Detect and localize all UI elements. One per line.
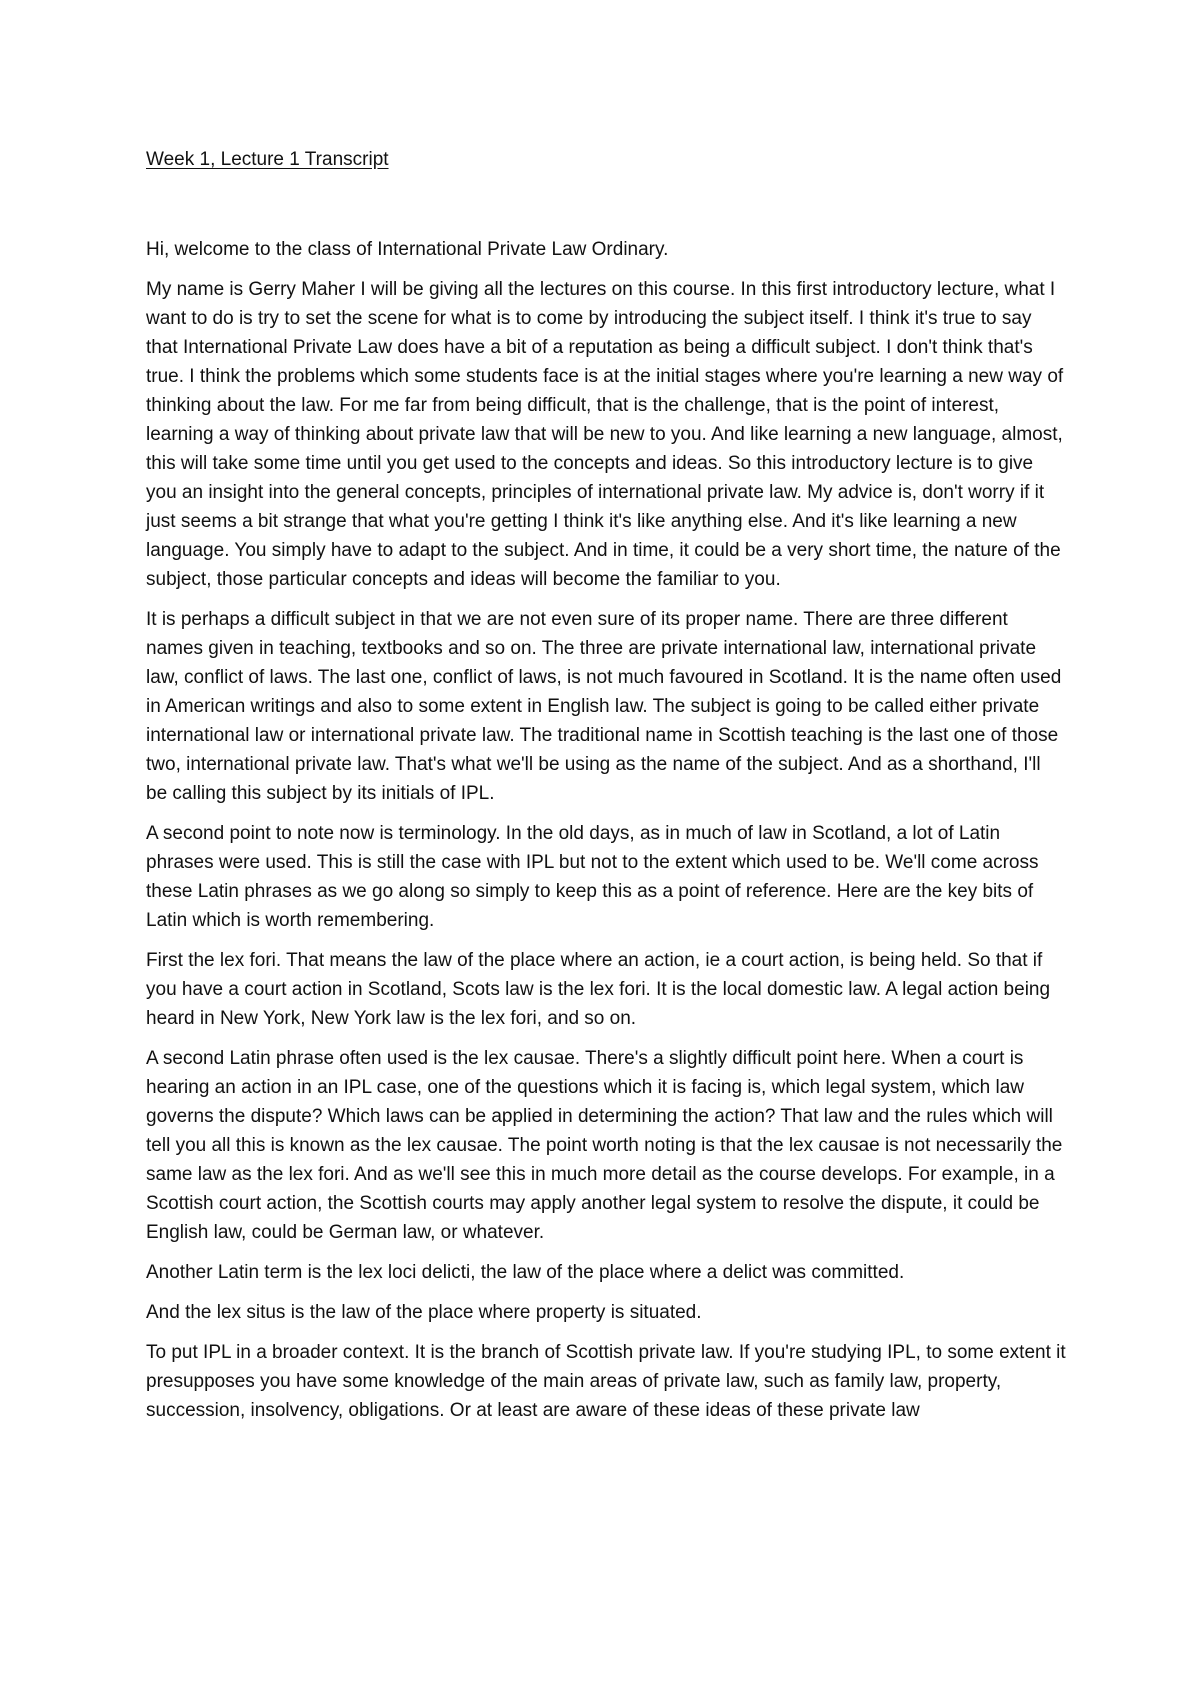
paragraph-lex-loci-delicti: Another Latin term is the lex loci delicti, the law of the place where a delict was committed. [146,1262,905,1283]
paragraph-welcome: Hi, welcome to the class of International Private Law Ordinary. [146,239,669,260]
paragraph-broader-context: To put IPL in a broader context. It is the branch of Scottish private law. If you're studying IPL, to some extent it presupposes you have some knowledge of the main areas of private law, such as family law, property, succession, insolvency, obligations. Or at least are aware of these ideas of these private law [146,1342,1066,1421]
document-body [146,148,1066,1436]
paragraph-subject-name: It is perhaps a difficult subject in that we are not even sure of its proper name. There are three different names given in teaching, textbooks and so on. The three are private international law, international private law, conflict of laws. The last one, conflict of laws, is not much favoured in Scotland. It is the name often used in American writings and also to some extent in English law. The subject is going to be called either private international law or international private law. The traditional name in Scottish teaching is the last one of those two, international private law. That's what we'll be using as the name of the subject. And as a shorthand, I'll be calling this subject by its initials of IPL. [146,609,1062,804]
paragraph-introduction: My name is Gerry Maher I will be giving all the lectures on this course. In this first introductory lecture, what I want to do is try to set the scene for what is to come by introducing the subject itself. I think it's true to say that International Private Law does have a bit of a reputation as being a difficult subject. I don't think that's true. I think the problems which some students face is at the initial stages where you're learning a new way of thinking about the law. For me far from being difficult, that is the challenge, that is the point of interest, learning a way of thinking about private law that will be new to you. And like learning a new language, almost, this will take some time until you get used to the concepts and ideas. So this introductory lecture is to give you an insight into the general concepts, principles of international private law. My advice is, don't worry if it just seems a bit strange that what you're getting I think it's like anything else. And it's like learning a new language. You simply have to adapt to the subject. And in time, it could be a very short time, the nature of the subject, those particular concepts and ideas will become the familiar to you. [146,279,1064,590]
paragraph-lex-fori: First the lex fori. That means the law of the place where an action, ie a court action, is being held. So that if you have a court action in Scotland, Scots law is the lex fori. It is the local domestic law. A legal action being heard in New York, New York law is the lex fori, and so on. [146,950,1051,1029]
paragraph-lex-causae: A second Latin phrase often used is the lex causae. There's a slightly difficult point here. When a court is hearing an action in an IPL case, one of the questions which it is facing is, which legal system, which law governs the dispute? Which laws can be applied in determining the action? That law and the rules which will tell you all this is known as the lex causae. The point worth noting is that the lex causae is not necessarily the same law as the lex fori. And as we'll see this in much more detail as the course develops. For example, in a Scottish court action, the Scottish courts may apply another legal system to resolve the dispute, it could be English law, could be German law, or whatever. [146,1048,1063,1243]
paragraph-lex-situs: And the lex situs is the law of the place where property is situated. [146,1302,702,1323]
paragraph-terminology: A second point to note now is terminology. In the old days, as in much of law in Scotland, a lot of Latin phrases were used. This is still the case with IPL but not to the extent which used to be. We'll come across these Latin phrases as we go along so simply to keep this as a point of reference. Here are the key bits of Latin which is worth remembering. [146,823,1039,931]
document-title: Week 1, Lecture 1 Transcript [146,149,389,170]
